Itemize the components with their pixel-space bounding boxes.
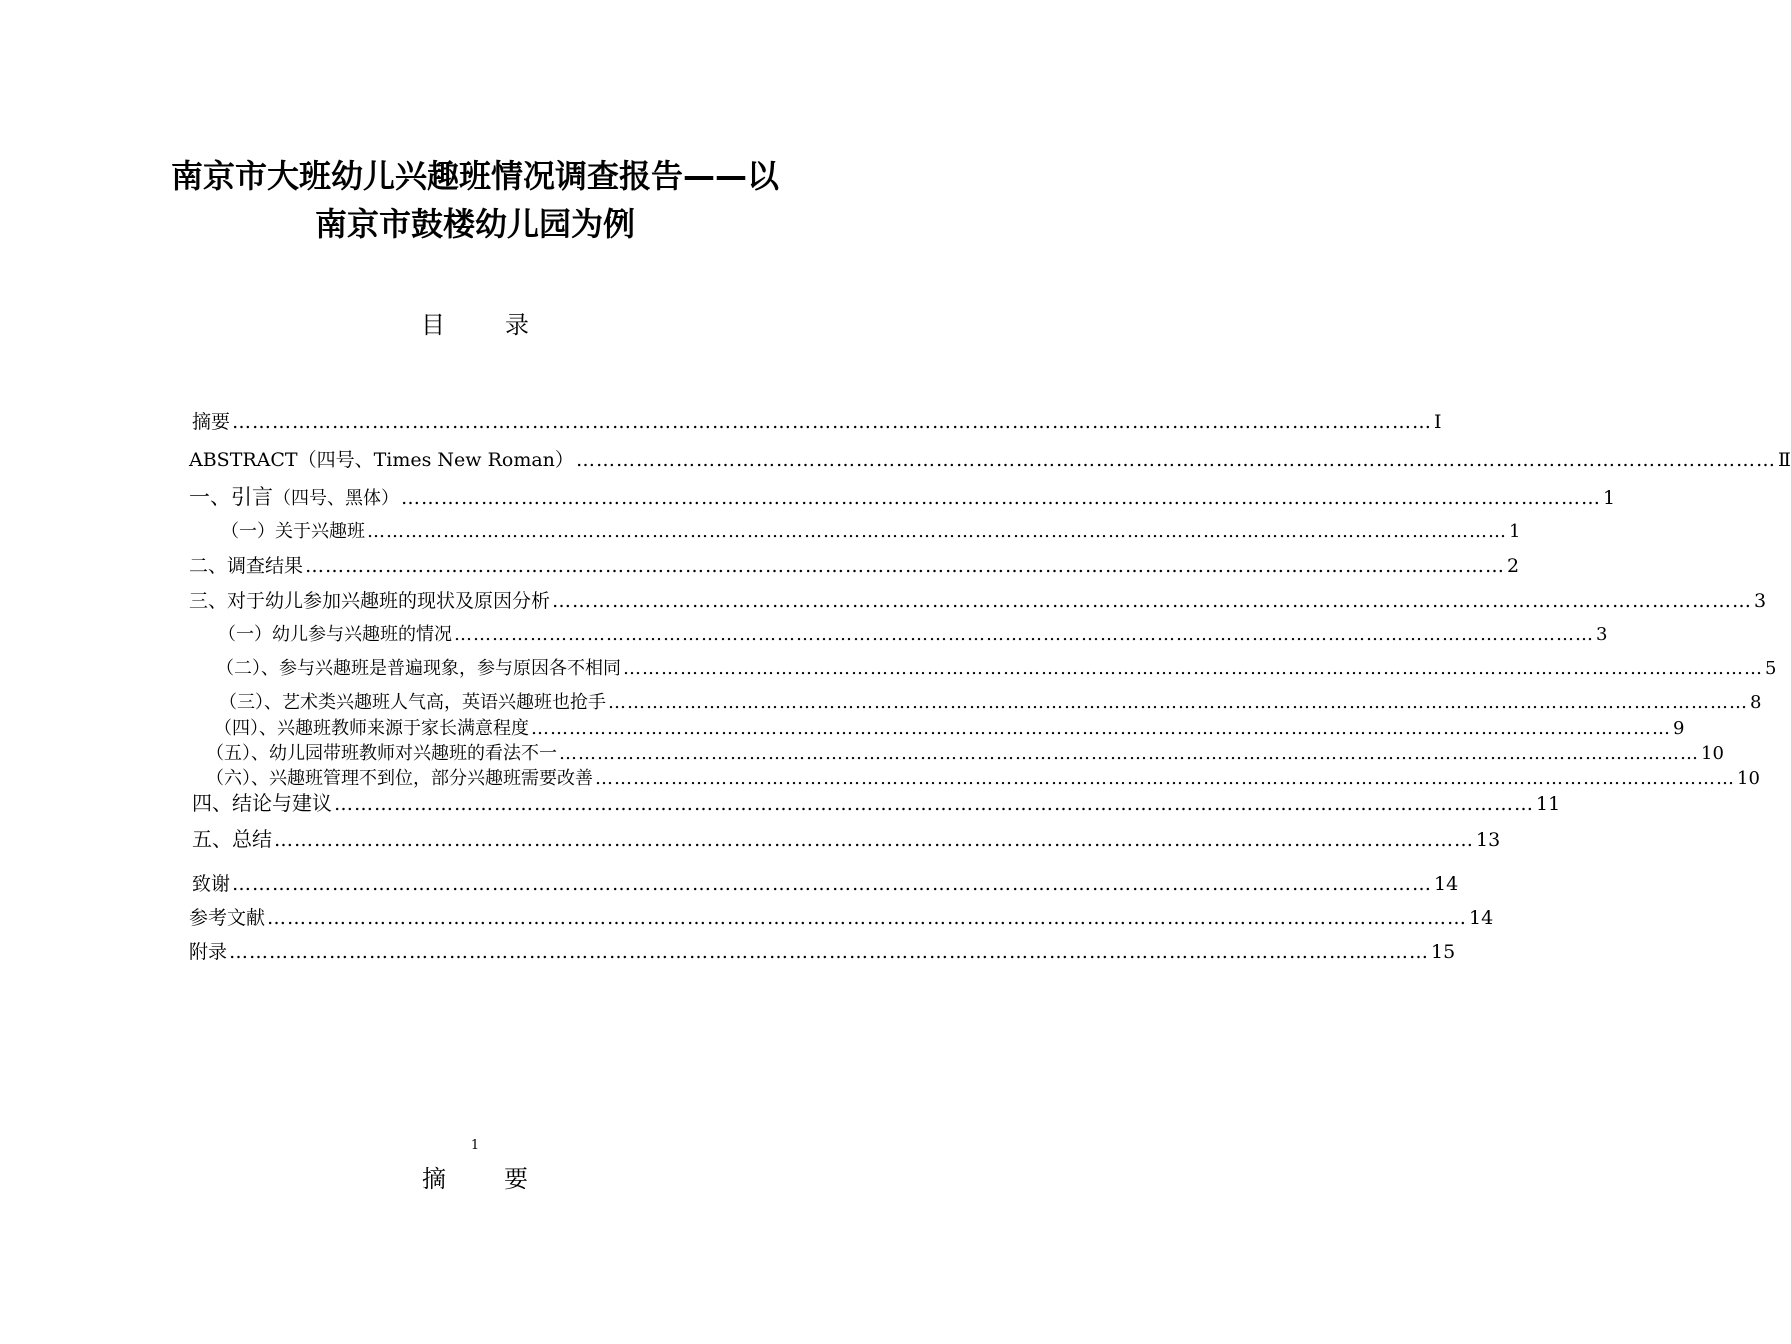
toc-entry-label: 参考文献 [189, 907, 266, 929]
toc-entry-summary[interactable] [192, 826, 1501, 852]
toc-entry-label: （一）幼儿参与兴趣班的情况 [218, 624, 452, 645]
toc-leader-dots: ……………………………………………………………………………………………………………………………………………………………… [305, 555, 1506, 577]
toc-entry-abstract-cn[interactable] [192, 409, 1442, 435]
toc-leader-dots: ……………………………………………………………………………………………………………………………………………………………… [454, 624, 1594, 645]
toc-entry-label: （二）、参与兴趣班是普遍现象，参与原因各不相同 [216, 658, 621, 679]
toc-entry-page: 8 [1750, 692, 1762, 713]
toc-entry-page: 2 [1507, 555, 1520, 577]
toc-entry-page: 9 [1673, 718, 1685, 739]
toc-leader-dots: ……………………………………………………………………………………………………………………………………………………………… [595, 768, 1735, 789]
toc-entry-label: 三、对于幼儿参加兴趣班的现状及原因分析 [189, 590, 551, 612]
toc-leader-dots: ……………………………………………………………………………………………………………………………………………………………… [229, 941, 1430, 963]
toc-entry-teacher-views[interactable] [206, 741, 1724, 767]
toc-entry-label: 五、总结 [192, 827, 272, 851]
toc-heading: 目录 [421, 311, 589, 339]
toc-leader-dots: ……………………………………………………………………………………………………………………………………………………………… [232, 873, 1433, 895]
toc-entry-label: ABSTRACT（四号、Times New Roman） [189, 449, 574, 471]
toc-entry-label: （四）、兴趣班教师来源于家长满意程度 [214, 718, 529, 739]
toc-entry-acknowledgements[interactable] [192, 871, 1459, 897]
toc-entry-teacher-source[interactable] [214, 716, 1685, 742]
toc-leader-dots: ……………………………………………………………………………………………………………………………………………………………… [552, 590, 1753, 612]
toc-entry-arts-popular[interactable] [219, 690, 1762, 716]
toc-leader-dots: ……………………………………………………………………………………………………………………………………………………………… [531, 718, 1671, 739]
toc-entry-analysis[interactable] [189, 588, 1767, 614]
toc-entry-note: （四号、Times New Roman） [297, 449, 574, 471]
toc-entry-label: （五）、幼儿园带班教师对兴趣班的看法不一 [206, 743, 557, 764]
toc-leader-dots: ……………………………………………………………………………………………………………………………………………………………… [559, 743, 1699, 764]
toc-entry-page: Ⅰ [1434, 411, 1442, 433]
abstract-heading: 摘要 [422, 1165, 586, 1193]
toc-entry-page: 14 [1434, 873, 1459, 895]
document-title-line-2: 南京市鼓楼幼儿园为例 [314, 205, 635, 243]
toc-entry-page: 13 [1476, 829, 1501, 851]
toc-leader-dots: ……………………………………………………………………………………………………………………………………………………………… [623, 658, 1763, 679]
toc-entry-page: 10 [1701, 743, 1724, 764]
toc-entry-appendix[interactable] [189, 939, 1456, 965]
toc-entry-page: 14 [1469, 907, 1494, 929]
toc-entry-label: 摘要 [192, 411, 231, 433]
toc-entry-common-phenomenon[interactable] [216, 656, 1777, 682]
toc-leader-dots: ……………………………………………………………………………………………………………………………………………………………… [575, 449, 1776, 471]
toc-entry-participation[interactable] [218, 622, 1608, 648]
toc-leader-dots: ……………………………………………………………………………………………………………………………………………………………… [334, 793, 1534, 815]
toc-entry-conclusion[interactable] [192, 790, 1561, 816]
toc-entry-page: 3 [1596, 624, 1608, 645]
toc-entry-page: Ⅱ [1777, 449, 1791, 471]
toc-entry-label: 二、调查结果 [189, 555, 304, 577]
toc-leader-dots: ……………………………………………………………………………………………………………………………………………………………… [608, 692, 1748, 713]
toc-leader-dots: ……………………………………………………………………………………………………………………………………………………………… [401, 487, 1601, 509]
toc-entry-introduction[interactable] [189, 484, 1616, 510]
toc-entry-page: 1 [1603, 487, 1616, 509]
toc-entry-page: 3 [1754, 590, 1767, 612]
toc-entry-page: 1 [1509, 521, 1521, 542]
toc-entry-label: （三）、艺术类兴趣班人气高，英语兴趣班也抢手 [219, 692, 606, 713]
toc-entry-references[interactable] [189, 905, 1494, 931]
toc-entry-label: （一）关于兴趣班 [221, 521, 365, 542]
toc-entry-label: 一、引言（四号、黑体） [189, 485, 399, 509]
toc-leader-dots: ……………………………………………………………………………………………………………………………………………………………… [232, 411, 1433, 433]
toc-entry-page: 15 [1431, 941, 1456, 963]
toc-entry-page: 10 [1737, 768, 1760, 789]
toc-entry-label: 四、结论与建议 [192, 791, 332, 815]
toc-entry-management[interactable] [206, 766, 1760, 792]
toc-entry-note: （四号、黑体） [273, 488, 399, 509]
toc-entry-label: 致谢 [192, 873, 231, 895]
toc-entry-label: （六）、兴趣班管理不到位，部分兴趣班需要改善 [206, 768, 593, 789]
toc-entry-page: 11 [1536, 793, 1561, 815]
document-title-line-1: 南京市大班幼儿兴趣班情况调查报告——以 [170, 157, 779, 195]
toc-entry-about-interest-class[interactable] [221, 519, 1521, 545]
page-number: 1 [470, 1138, 480, 1153]
toc-leader-dots: ……………………………………………………………………………………………………………………………………………………………… [267, 907, 1468, 929]
toc-entry-survey-results[interactable] [189, 553, 1520, 579]
toc-leader-dots: ……………………………………………………………………………………………………………………………………………………………… [274, 829, 1474, 851]
toc-entry-abstract-en[interactable] [189, 447, 1791, 473]
toc-entry-page: 5 [1765, 658, 1777, 679]
toc-entry-label: 附录 [189, 941, 228, 963]
toc-leader-dots: ……………………………………………………………………………………………………………………………………………………………… [367, 521, 1507, 542]
